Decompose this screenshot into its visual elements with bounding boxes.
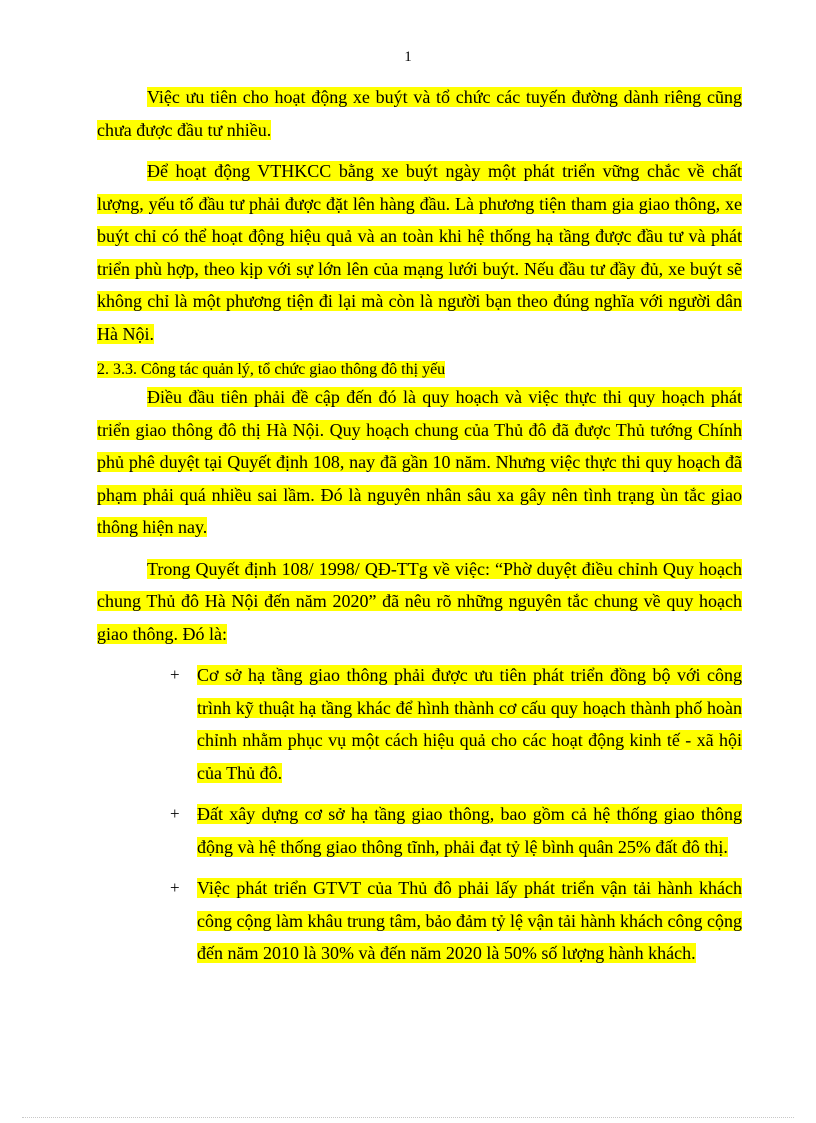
paragraph-decision-108-text: Trong Quyết định 108/ 1998/ QĐ-TTg về việc: “Phờ duyệt điều chỉnh Quy hoạch chung Thủ đô Hà Nội đến năm 2020” đã nêu rõ những nguyên tắc chung về quy hoạch giao thông. Đó là:	[97, 558, 742, 644]
list-item-text: Cơ sở hạ tầng giao thông phải được ưu tiên phát triển đồng bộ với công trình kỹ thuật hạ tầng khác để hình thành cơ cấu quy hoạch thành phố hoàn chỉnh nhằm phục vụ một cách hiệu quả cho các hoạt động kinh tế - xã hội của Thủ đô.	[197, 665, 742, 783]
paragraph-planning-text: Điều đầu tiên phải đề cập đến đó là quy hoạch và việc thực thi quy hoạch phát triển giao thông đô thị Hà Nội. Quy hoạch chung của Thủ đô đã được Thủ tướng Chính phủ phê duyệt tại Quyết định 108, nay đã gần 10 năm. Nhưng việc thực thi quy hoạch đã phạm phải quá nhiều sai lầm. Đó là nguyên nhân sâu xa gây nên tình trạng ùn tắc giao thông hiện nay.	[97, 387, 742, 537]
list-bullet: +	[170, 804, 180, 823]
paragraph-decision-108	[97, 553, 742, 651]
list-bullet: +	[170, 878, 180, 897]
section-heading	[97, 359, 742, 381]
list-item	[97, 798, 742, 863]
paragraph-bus-investment	[97, 155, 742, 350]
list-item	[97, 872, 742, 970]
list-item-text: Việc phát triển GTVT của Thủ đô phải lấy phát triển vận tải hành khách công cộng làm khâu trung tâm, bảo đảm tỷ lệ vận tải hành khách công cộng đến năm 2010 là 30% và đến năm 2020 là 50% số lượng hành khách.	[197, 878, 742, 963]
paragraph-bus-priority-text: Việc ưu tiên cho hoạt động xe buýt và tổ chức các tuyến đường dành riêng cũng chưa được đầu tư nhiều.	[97, 87, 742, 140]
section-heading-text: 2. 3.3. Công tác quản lý, tổ chức giao thông đô thị yếu	[97, 361, 446, 378]
paragraph-planning	[97, 381, 742, 544]
paragraph-bus-priority	[97, 81, 742, 146]
list-bullet: +	[170, 665, 180, 684]
section-heading-block	[97, 359, 742, 381]
list-item	[97, 659, 742, 789]
page-number: 1	[404, 49, 412, 65]
document-body	[97, 81, 742, 979]
paragraph-bus-investment-text: Để hoạt động VTHKCC bằng xe buýt ngày một phát triển vững chắc về chất lượng, yếu tố đầu tư phải được đặt lên hàng đầu. Là phương tiện tham gia giao thông, xe buýt chỉ có thể hoạt động hiệu quả và an toàn khi hệ thống hạ tầng được đầu tư và phát triển phù hợp, theo kịp với sự lớn lên của mạng lưới buýt. Nếu đầu tư đầy đủ, xe buýt sẽ không chỉ là một phương tiện đi lại mà còn là người bạn theo đúng nghĩa với người dân Hà Nội.	[97, 161, 742, 344]
principles-list	[97, 659, 742, 970]
list-item-text: Đất xây dựng cơ sở hạ tầng giao thông, bao gồm cả hệ thống giao thông động và hệ thống giao thông tĩnh, phải đạt tỷ lệ bình quân 25% đất đô thị.	[197, 804, 742, 857]
page-bottom-divider	[22, 1117, 794, 1118]
